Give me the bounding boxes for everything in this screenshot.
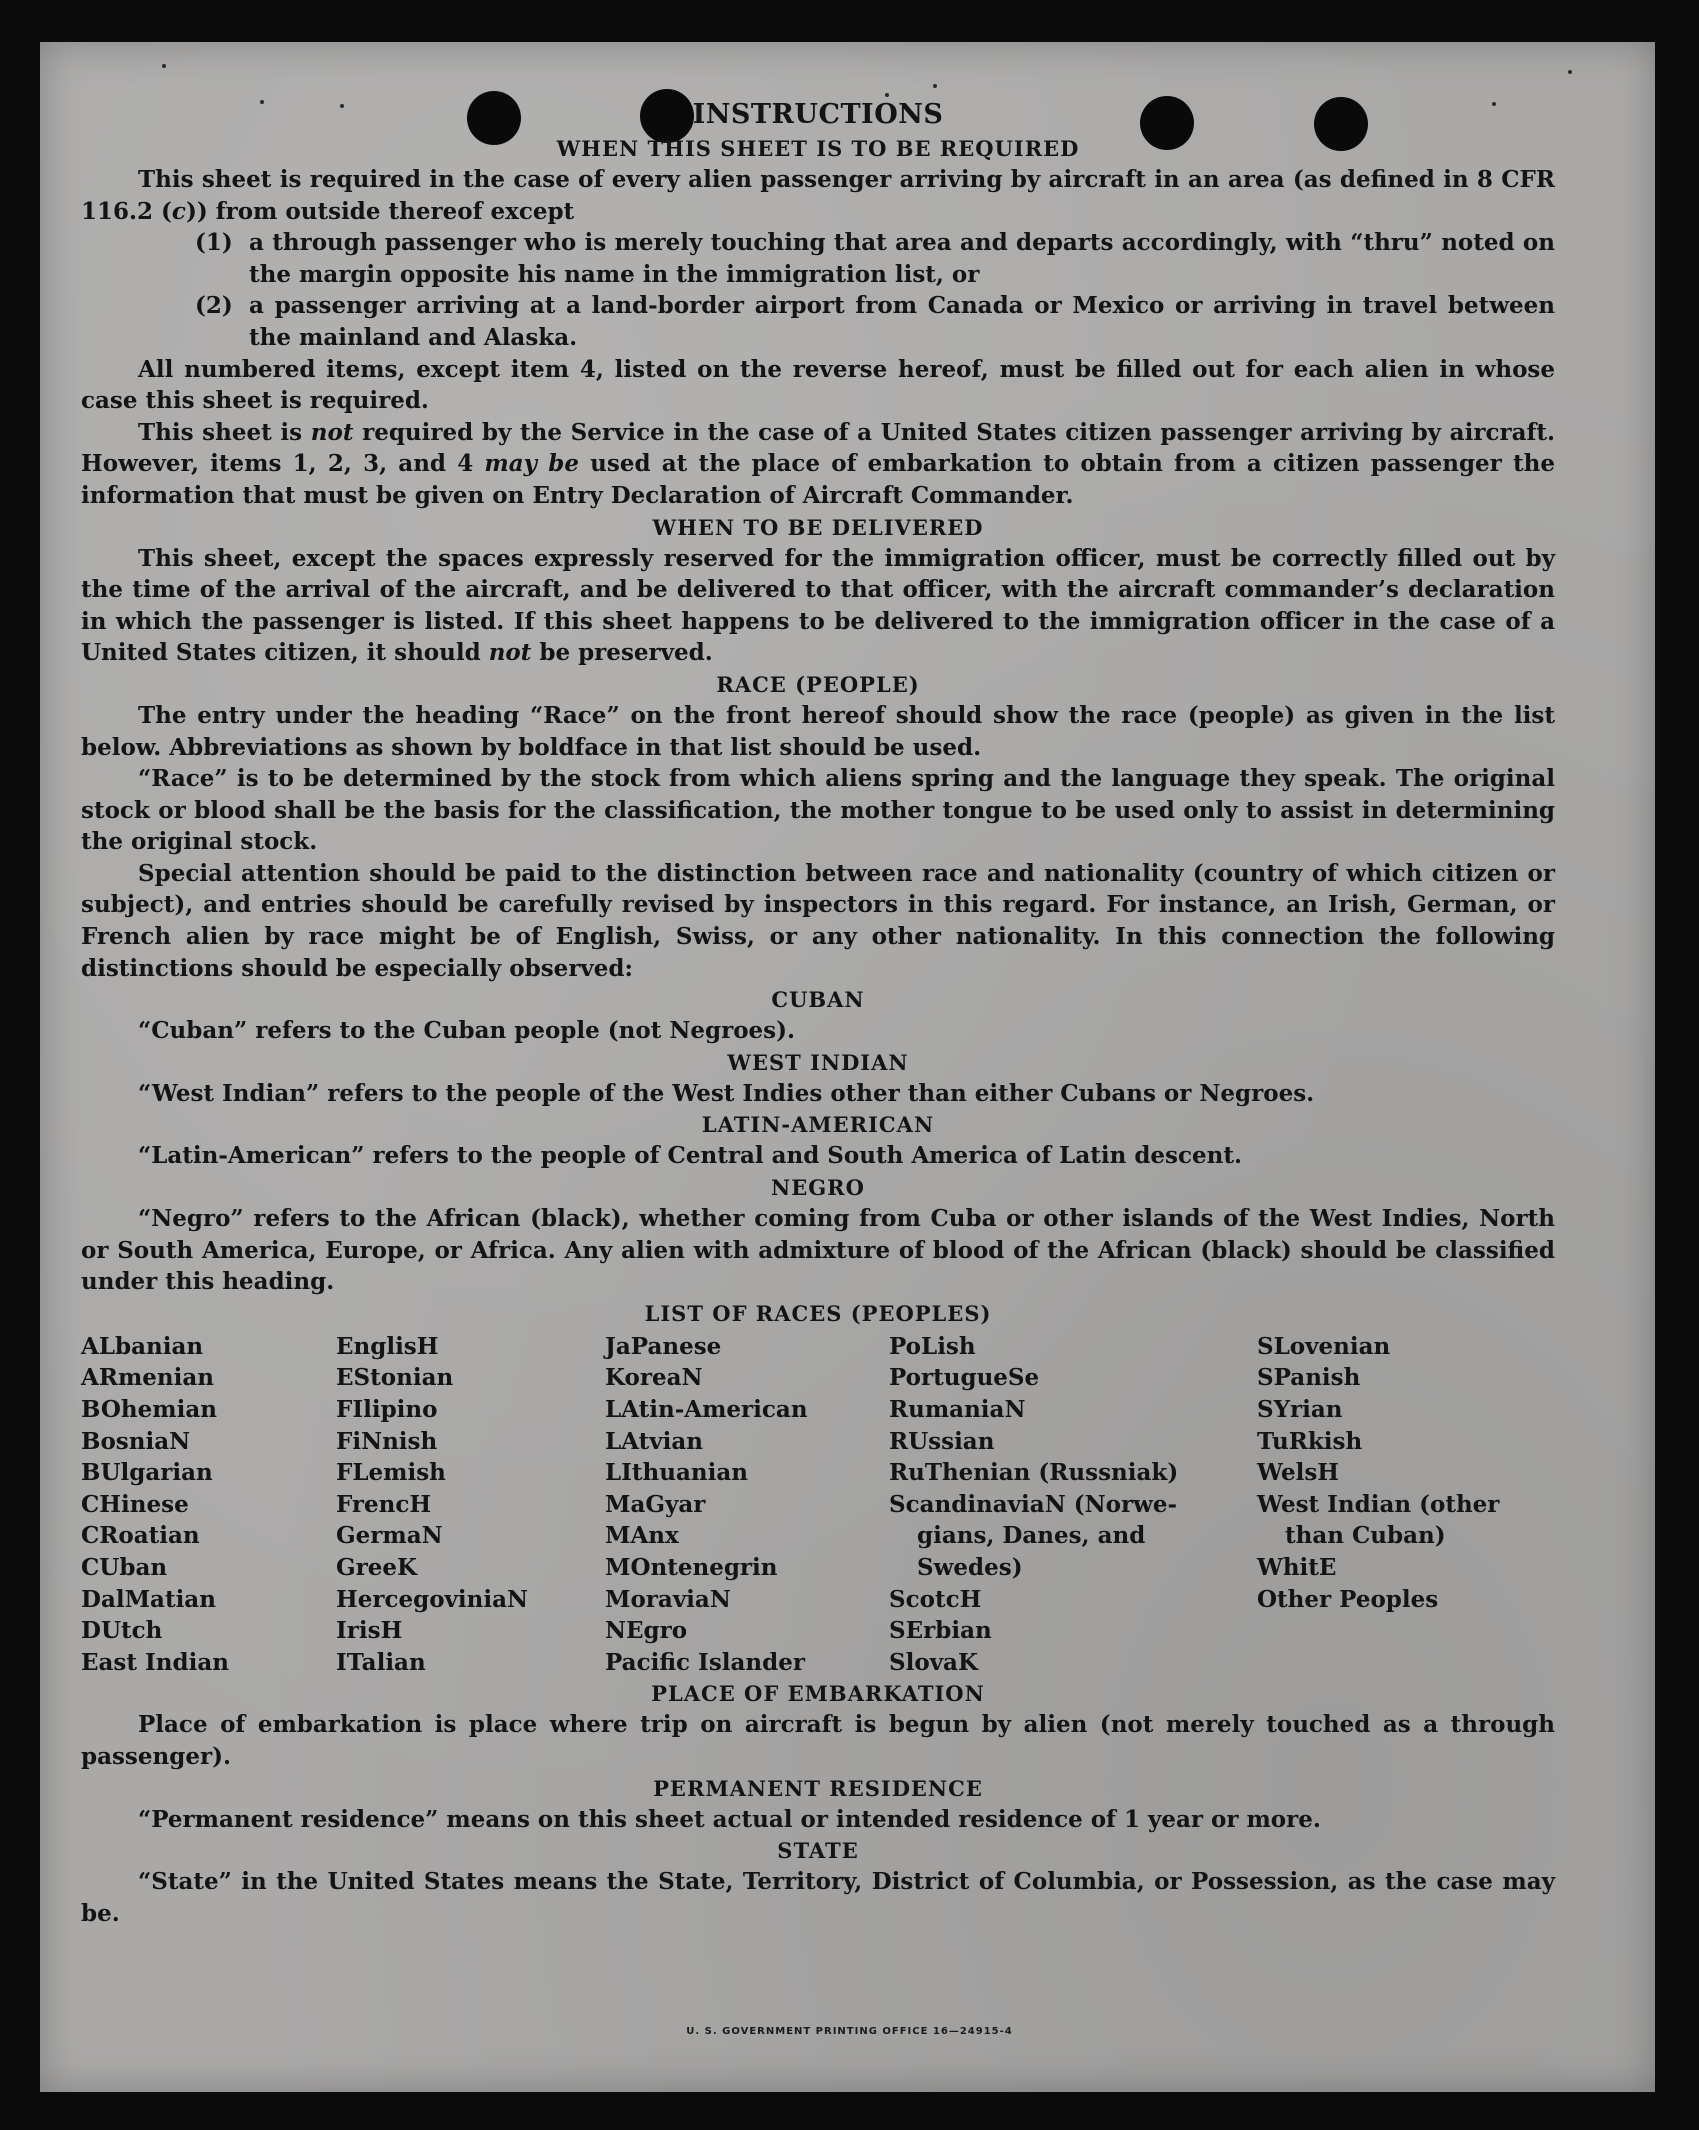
race-entry: ARmenian (81, 1364, 215, 1392)
race-list-table (81, 1331, 1555, 1679)
race-entry: ScotcH (889, 1585, 982, 1613)
race-column-2 (336, 1331, 605, 1679)
west-indian-definition: “West Indian” refers to the people of the West Indies other than either Cubans or Negroes. (138, 1079, 1315, 1107)
race-entry: SLovenian (1257, 1332, 1391, 1360)
race-entry: NEgro (605, 1617, 688, 1645)
race-entry: GermaN (336, 1522, 443, 1550)
race-paragraph-1: The entry under the heading “Race” on the front hereof should show the race (people) as given in the list below. Abbreviations as shown by boldface in that list should be used. (81, 701, 1555, 761)
race-entry: JaPanese (605, 1332, 722, 1360)
instructions-content (81, 97, 1555, 1929)
race-entry: ITalian (336, 1648, 426, 1676)
race-entry: IrisH (336, 1617, 403, 1645)
when-required-intro: This sheet is required in the case of every alien passenger arriving by aircraft in an area (as defined in 8 CFR 116.2 (c)) from outside thereof except (81, 166, 1555, 225)
item-text: a passenger arriving at a land-border airport from Canada or Mexico or arriving in travel between the mainland and Alaska. (249, 292, 1555, 351)
race-entry: WhitE (1257, 1553, 1337, 1581)
page-title: INSTRUCTIONS (692, 99, 944, 130)
race-entry: FLemish (336, 1459, 446, 1487)
race-entry: SErbian (889, 1617, 992, 1645)
race-entry: KoreaN (605, 1364, 703, 1392)
heading-state: STATE (777, 1838, 859, 1864)
heading-when-delivered: WHEN TO BE DELIVERED (652, 514, 984, 540)
exception-item-2 (195, 290, 1555, 353)
heading-negro: NEGRO (771, 1175, 865, 1201)
race-entry-continuation: Swedes) (917, 1553, 1023, 1581)
citizen-paragraph: This sheet is not required by the Service in the case of a United States citizen passenger arriving by aircraft. However, items 1, 2, 3, and 4 may be used at the place of embarkation to obtain from a citizen passenger the information that must be given on Entry Declaration of Aircraft Commander. (81, 418, 1555, 509)
race-entry: ScandinaviaN (Norwe- (889, 1490, 1178, 1518)
race-entry: MAnx (605, 1522, 679, 1550)
heading-place-of-embarkation: PLACE OF EMBARKATION (651, 1681, 985, 1707)
race-entry: SYrian (1257, 1396, 1343, 1423)
race-entry: RumaniaN (889, 1396, 1026, 1423)
race-entry: PortugueSe (889, 1364, 1040, 1392)
race-entry: LAtvian (605, 1427, 703, 1455)
race-entry: FIlipino (336, 1396, 438, 1423)
race-entry: RuThenian (Russniak) (889, 1459, 1179, 1487)
race-column-5 (1257, 1331, 1555, 1679)
heading-when-required: WHEN THIS SHEET IS TO BE REQUIRED (556, 136, 1080, 161)
item-number: (2) (195, 292, 233, 320)
race-entry: PoLish (889, 1332, 976, 1360)
speck (933, 84, 937, 88)
speck (162, 64, 166, 68)
item-number: (1) (195, 229, 233, 257)
race-entry: SlovaK (889, 1648, 978, 1676)
race-entry: LAtin-American (605, 1396, 808, 1423)
speck (1568, 70, 1572, 74)
race-entry: CRoatian (81, 1522, 200, 1550)
race-entry: CHinese (81, 1490, 189, 1518)
residence-definition: “Permanent residence” means on this sheet actual or intended residence of 1 year or more. (138, 1805, 1321, 1833)
race-column-1 (81, 1331, 336, 1679)
heading-west-indian: WEST INDIAN (727, 1049, 909, 1075)
race-entry: WelsH (1257, 1459, 1340, 1487)
race-entry: RUssian (889, 1427, 995, 1455)
race-entry: ALbanian (81, 1332, 204, 1360)
race-entry: West Indian (other (1257, 1490, 1500, 1518)
race-entry: TuRkish (1257, 1427, 1363, 1455)
numbered-items-paragraph: All numbered items, except item 4, listed on the reverse hereof, must be filled out for each alien in whose case this sheet is required. (81, 355, 1555, 415)
race-entry: CUban (81, 1553, 168, 1581)
negro-definition: “Negro” refers to the African (black), whether coming from Cuba or other islands of the West Indies, North or South America, Europe, or Africa. Any alien with admixture of blood of the African (black) should be classified under this heading. (81, 1205, 1555, 1296)
printer-imprint: U. S. GOVERNMENT PRINTING OFFICE 16—24915-4 (686, 2026, 1013, 2037)
state-definition: “State” in the United States means the State, Territory, District of Columbia, or Possession, as the case may be. (81, 1868, 1555, 1927)
race-column-4 (889, 1331, 1257, 1679)
race-paragraph-2: “Race” is to be determined by the stock from which aliens spring and the language they speak. The original stock or blood shall be the basis for the classification, the mother tongue to be used only to assist in determining the original stock. (81, 765, 1555, 856)
race-entry: East Indian (81, 1648, 229, 1676)
heading-latin-american: LATIN-AMERICAN (701, 1112, 935, 1138)
race-entry: MOntenegrin (605, 1553, 778, 1581)
race-entry: MoraviaN (605, 1585, 731, 1613)
race-column-3 (605, 1331, 889, 1679)
race-entry: BOhemian (81, 1396, 217, 1423)
race-entry: FiNnish (336, 1427, 438, 1455)
race-entry-continuation: gians, Danes, and (917, 1522, 1146, 1550)
item-text: a through passenger who is merely touching that area and departs accordingly, with “thru” noted on the margin opposite his name in the immigration list, or (249, 229, 1555, 288)
race-entry: BUlgarian (81, 1459, 213, 1487)
heading-cuban: CUBAN (771, 987, 865, 1013)
race-entry: BosniaN (81, 1427, 191, 1455)
race-entry: FrencH (336, 1490, 432, 1518)
race-entry: Other Peoples (1257, 1585, 1439, 1613)
race-entry: SPanish (1257, 1364, 1361, 1392)
heading-list-of-races: LIST OF RACES (PEOPLES) (644, 1300, 992, 1326)
race-entry: LIthuanian (605, 1459, 748, 1487)
race-entry: DUtch (81, 1617, 163, 1645)
cuban-definition: “Cuban” refers to the Cuban people (not Negroes). (138, 1017, 796, 1045)
heading-permanent-residence: PERMANENT RESIDENCE (653, 1775, 983, 1801)
race-paragraph-3: Special attention should be paid to the distinction between race and nationality (country of which citizen or subject), and entries should be carefully revised by inspectors in this regard. For instance, an Irish, German, or French alien by race might be of English, Swiss, or any other nationality. In this connection the following distinctions should be especially observed: (81, 859, 1555, 982)
race-entry: HercegoviniaN (336, 1585, 529, 1613)
when-delivered-text: This sheet, except the spaces expressly reserved for the immigration officer, must be correctly filled out by the time of the arrival of the aircraft, and be delivered to that officer, with the aircraft commander’s declaration in which the passenger is listed. If this sheet happens to be delivered to the immigration officer in the case of a United States citizen, it should not be preserved. (81, 544, 1555, 667)
race-entry-continuation: than Cuban) (1285, 1522, 1446, 1550)
race-entry: GreeK (336, 1553, 418, 1581)
race-entry: EnglisH (336, 1332, 439, 1360)
race-entry: Pacific Islander (605, 1648, 805, 1676)
race-entry: EStonian (336, 1364, 454, 1392)
embarkation-definition: Place of embarkation is place where trip on aircraft is begun by alien (not merely touched as a through passenger). (81, 1711, 1555, 1770)
heading-race: RACE (PEOPLE) (716, 671, 920, 697)
race-entry: DalMatian (81, 1585, 216, 1613)
race-entry: MaGyar (605, 1490, 706, 1518)
latin-american-definition: “Latin-American” refers to the people of Central and South America of Latin descent. (138, 1142, 1242, 1170)
exception-item-1 (195, 227, 1555, 290)
